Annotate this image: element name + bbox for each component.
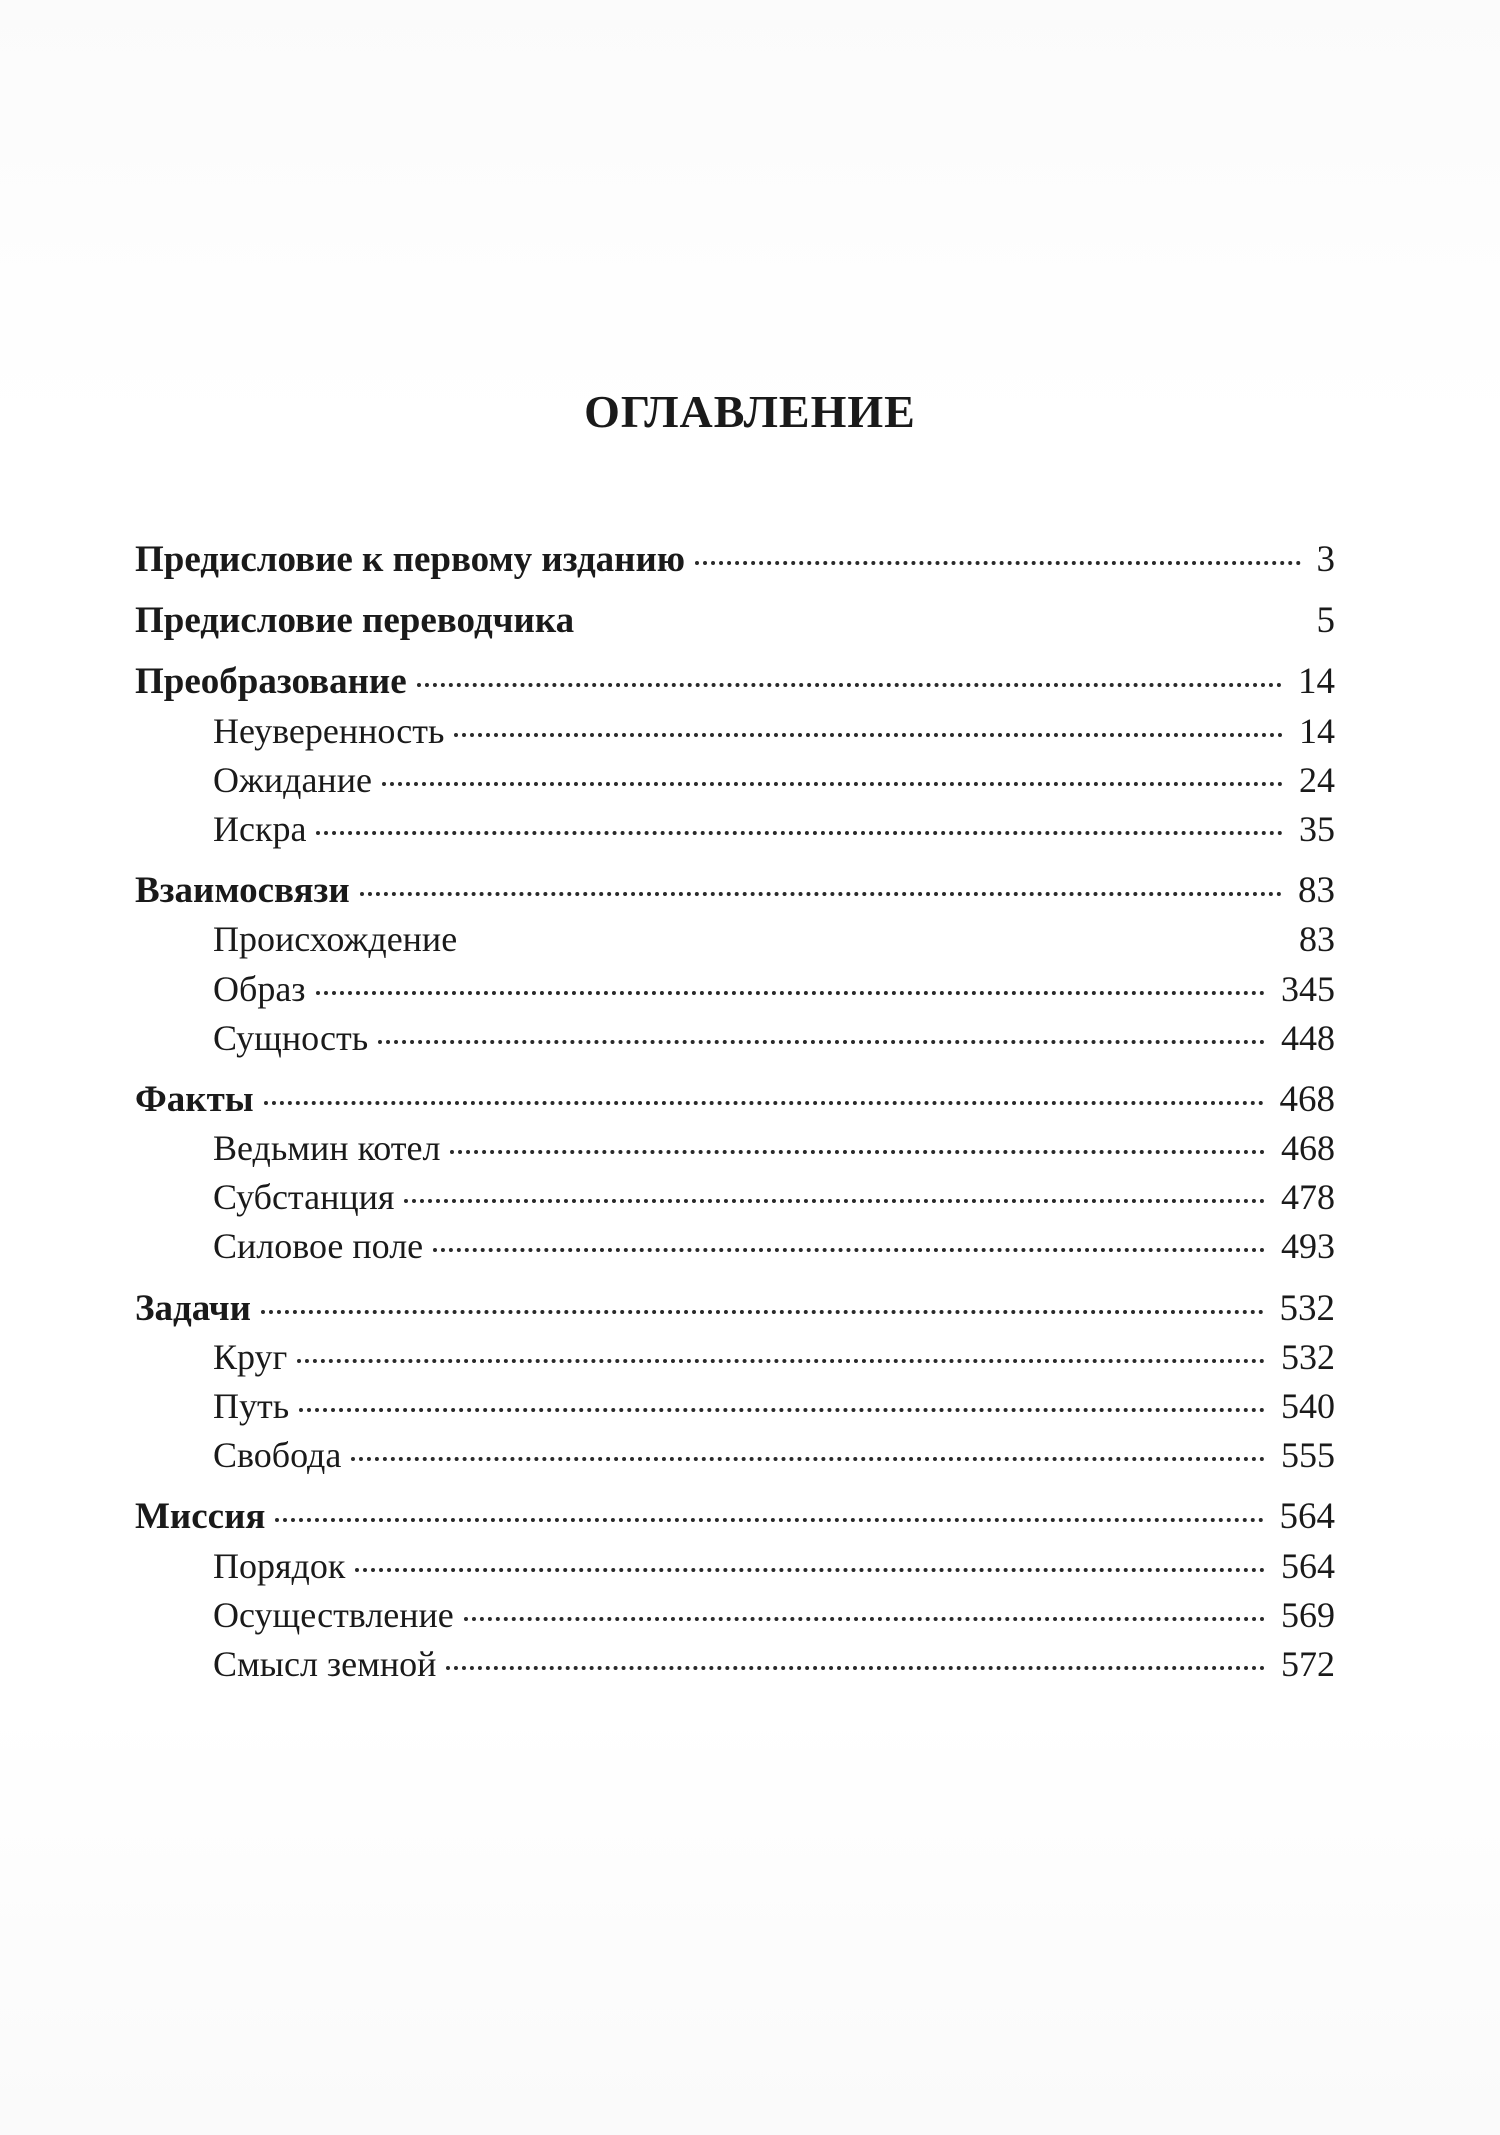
toc-entry-label: Силовое поле xyxy=(213,1226,424,1267)
dot-leader xyxy=(261,1310,1264,1314)
toc-entry-page: 35 xyxy=(1299,808,1335,849)
toc-section-entry xyxy=(135,710,1335,759)
toc-chapter-entry xyxy=(135,660,1335,709)
toc-section-entry xyxy=(135,759,1335,808)
toc-section-entry xyxy=(135,1545,1335,1594)
toc-section-entry xyxy=(135,968,1335,1017)
toc-section-entry xyxy=(135,808,1335,857)
toc-entry-label: Искра xyxy=(213,808,307,849)
toc-entry-page: 5 xyxy=(1316,600,1335,642)
dot-leader xyxy=(433,1248,1265,1252)
toc-entry-page: 572 xyxy=(1281,1643,1335,1684)
toc-section-entry xyxy=(135,1336,1335,1385)
toc-entry-page: 14 xyxy=(1298,661,1335,703)
dot-leader xyxy=(404,1199,1265,1203)
toc-entry-label: Сущность xyxy=(213,1017,369,1058)
dot-leader xyxy=(454,733,1283,737)
toc-entry-page: 564 xyxy=(1279,1496,1335,1538)
toc-entry-page: 14 xyxy=(1299,710,1335,751)
toc-entry-label: Субстанция xyxy=(213,1177,395,1218)
toc-chapter-entry xyxy=(135,599,1335,648)
toc-entry-page: 540 xyxy=(1281,1386,1335,1426)
dot-leader xyxy=(316,831,1283,835)
toc-section-entry xyxy=(135,1017,1335,1066)
toc-entry-label: Порядок xyxy=(213,1545,346,1586)
dot-leader xyxy=(464,1617,1265,1621)
toc-chapter-entry xyxy=(135,1078,1335,1127)
toc-entry-page: 83 xyxy=(1298,870,1335,912)
toc-entry-page: 83 xyxy=(1299,919,1335,960)
dot-leader xyxy=(297,1359,1265,1363)
dot-leader xyxy=(378,1040,1265,1044)
toc-entry-label: Образ xyxy=(213,968,306,1009)
toc-entry-label: Преобразование xyxy=(135,661,407,703)
table-of-contents xyxy=(135,538,1335,1692)
dot-leader xyxy=(417,683,1282,687)
toc-entry-page: 555 xyxy=(1281,1435,1335,1476)
toc-entry-label: Миссия xyxy=(135,1496,266,1538)
toc-entry-page: 3 xyxy=(1316,539,1335,580)
toc-section-entry xyxy=(135,1643,1335,1692)
toc-entry-label: Задачи xyxy=(135,1287,251,1329)
toc-entry-page: 24 xyxy=(1299,759,1335,800)
dot-leader xyxy=(360,892,1282,896)
toc-entry-label: Неуверенность xyxy=(213,710,445,751)
dot-leader xyxy=(299,1408,1265,1412)
dot-leader xyxy=(467,941,1283,945)
toc-entry-label: Предисловие к первому изданию xyxy=(135,539,686,580)
toc-entry-page: 493 xyxy=(1281,1226,1335,1267)
toc-entry-label: Путь xyxy=(213,1386,290,1426)
dot-leader xyxy=(382,782,1283,786)
toc-section-entry xyxy=(135,1594,1335,1643)
dot-leader xyxy=(446,1666,1265,1670)
dot-leader xyxy=(450,1150,1265,1154)
toc-entry-page: 569 xyxy=(1281,1594,1335,1635)
toc-entry-label: Осуществление xyxy=(213,1594,454,1635)
toc-entry-page: 345 xyxy=(1281,968,1335,1009)
toc-chapter-entry xyxy=(135,1287,1335,1336)
toc-entry-label: Факты xyxy=(135,1078,254,1120)
toc-entry-label: Происхождение xyxy=(213,919,458,960)
toc-chapter-entry xyxy=(135,869,1335,918)
toc-section-entry xyxy=(135,1225,1335,1274)
toc-entry-page: 468 xyxy=(1281,1128,1335,1169)
dot-leader xyxy=(316,991,1265,995)
toc-section-entry xyxy=(135,1434,1335,1483)
page-title: ОГЛАВЛЕНИЕ xyxy=(584,386,916,437)
toc-entry-label: Взаимосвязи xyxy=(135,870,350,912)
toc-entry-label: Ожидание xyxy=(213,759,372,800)
toc-entry-page: 448 xyxy=(1281,1017,1335,1058)
toc-chapter-entry xyxy=(135,1495,1335,1544)
toc-entry-label: Ведьмин котел xyxy=(213,1128,441,1169)
toc-entry-label: Круг xyxy=(213,1336,288,1377)
toc-entry-page: 468 xyxy=(1279,1078,1335,1120)
toc-entry-label: Свобода xyxy=(213,1435,342,1476)
toc-entry-label: Предисловие переводчика xyxy=(135,600,575,642)
toc-entry-page: 478 xyxy=(1281,1177,1335,1218)
toc-entry-page: 532 xyxy=(1281,1336,1335,1377)
dot-leader xyxy=(355,1568,1265,1572)
toc-entry-page: 564 xyxy=(1281,1545,1335,1586)
toc-section-entry xyxy=(135,1176,1335,1225)
dot-leader xyxy=(351,1457,1265,1461)
toc-section-entry xyxy=(135,1385,1335,1434)
dot-leader xyxy=(264,1101,1264,1105)
toc-entry-page: 532 xyxy=(1279,1287,1335,1329)
toc-section-entry xyxy=(135,918,1335,967)
dot-leader xyxy=(275,1518,1263,1522)
toc-chapter-entry xyxy=(135,538,1335,587)
toc-section-entry xyxy=(135,1127,1335,1176)
toc-entry-label: Смысл земной xyxy=(213,1643,437,1684)
dot-leader xyxy=(695,561,1300,565)
dot-leader xyxy=(584,622,1300,626)
